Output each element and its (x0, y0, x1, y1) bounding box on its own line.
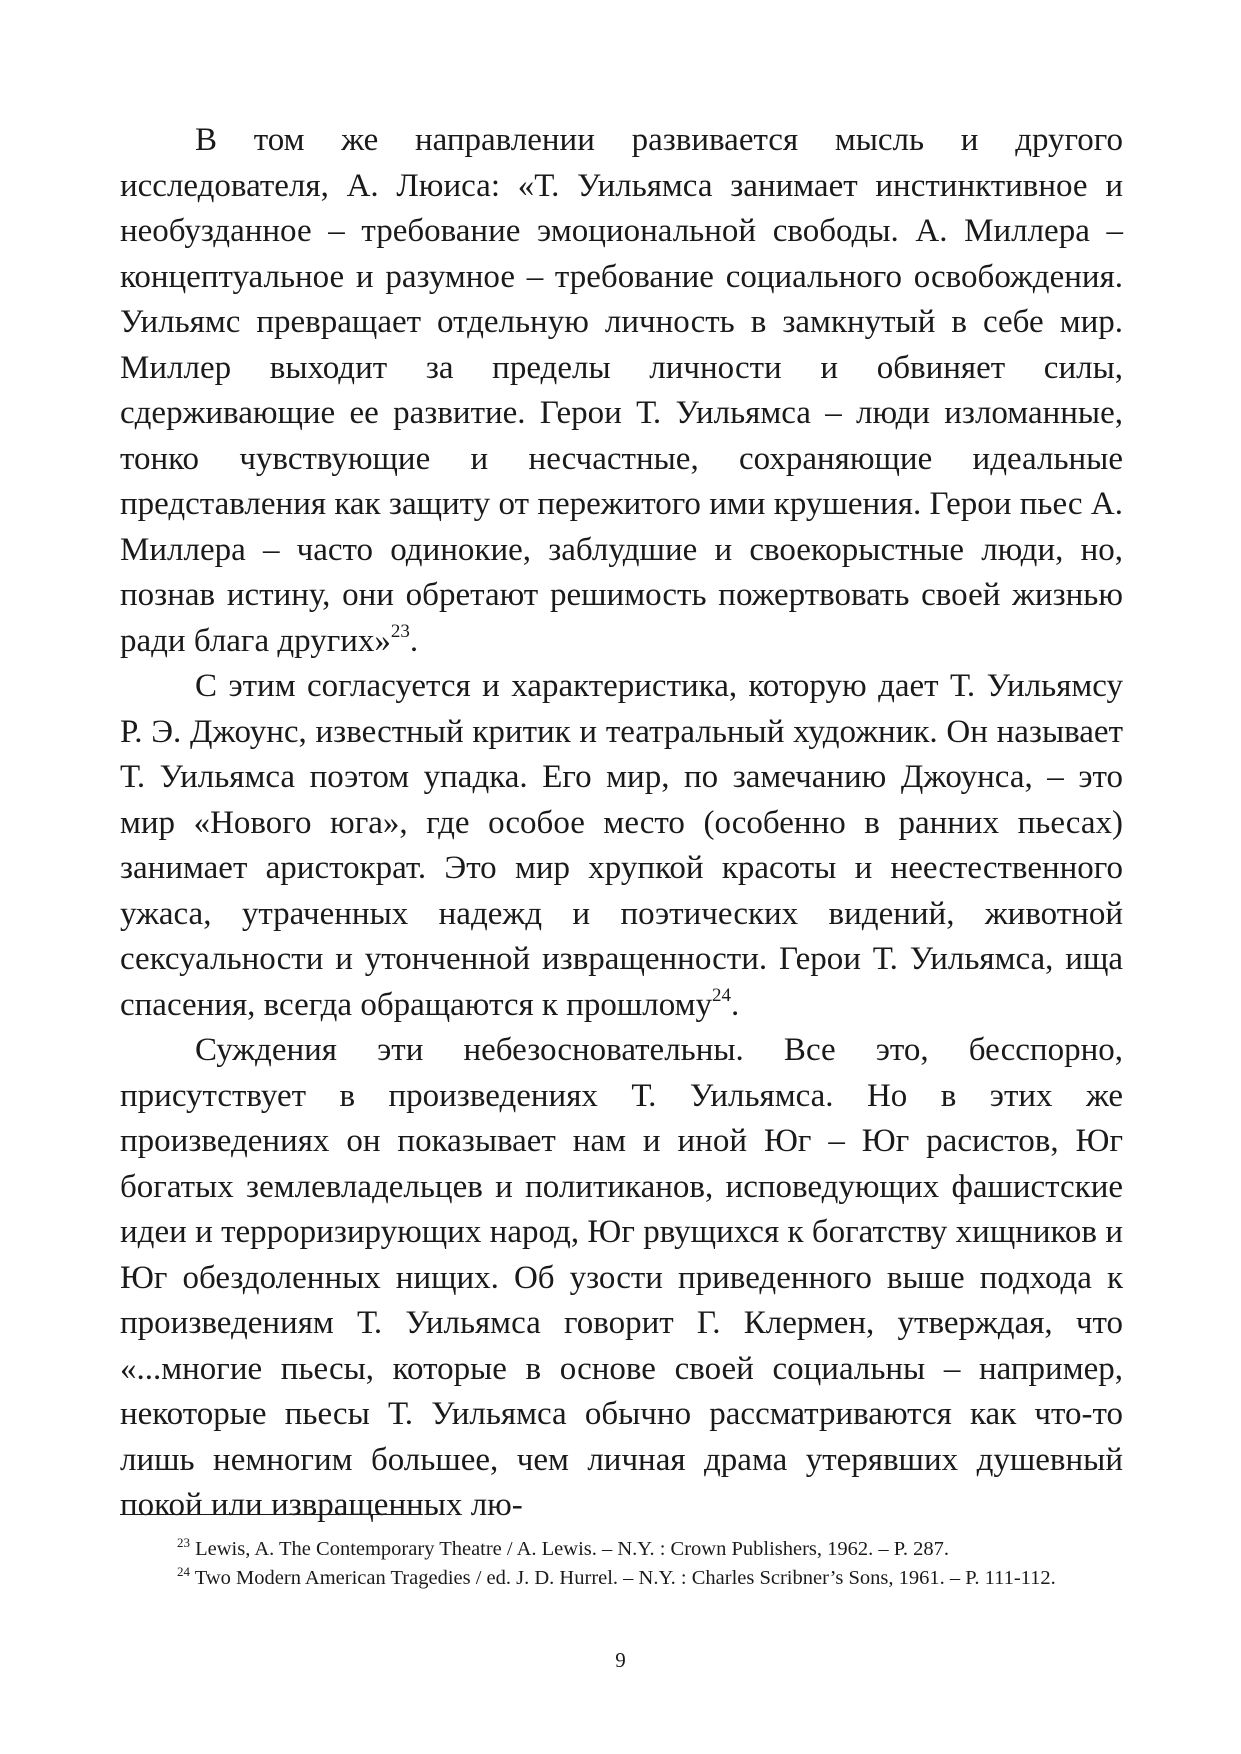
footnote-separator (120, 1514, 420, 1515)
footnote-mark: 24 (177, 1564, 190, 1579)
footnote-24 (120, 1565, 1123, 1592)
paragraph-1 (120, 118, 1123, 664)
page-number: 9 (615, 1648, 626, 1672)
footnotes (120, 1536, 1123, 1594)
main-text (120, 118, 1123, 1529)
paragraph-1-text: В том же направлении развивается мысль и другого исследователя, А. Люиса: «Т. Уильямса занимает инстинктивное и необузданное – требование эмоциональной свободы. А. Миллера – концептуальное и разумное – требование социального освобождения. Уильямс превращает отдельную личность в замкнутый в себе мир. Миллер выходит за пределы личности и обвиняет силы, сдерживающие ее развитие. Герои Т. Уильямса – люди изломанные, тонко чувствующие и несчастные, сохраняющие идеальные представления как защиту от пережитого ими крушения. Герои пьес А. Миллера – часто одинокие, заблудшие и своекорыстные люди, но, познав истину, они обретают решимость пожертвовать своей жизнью ради блага других» (120, 122, 1123, 659)
footnote-mark: 23 (177, 1535, 190, 1550)
paragraph-2-text: С этим согласуется и характеристика, которую дает Т. Уильямсу Р. Э. Джоунс, известный критик и театральный художник. Он называет Т. Уильямса поэтом упадка. Его мир, по замечанию Джоунса, – это мир «Нового юга», где особое место (особенно в ранних пьесах) занимает аристократ. Это мир хрупкой красоты и неестественного ужаса, утраченных надежд и поэтических видений, животной сексуальности и утонченной извращенности. Герои Т. Уильямса, ища спасения, всегда обращаются к прошлому (120, 668, 1123, 1023)
paragraph-1-end: . (409, 622, 419, 659)
paragraph-2 (120, 664, 1123, 1028)
paragraph-3 (120, 1028, 1123, 1529)
paragraph-3-text: Суждения эти небезосновательны. Все это, бесспорно, присутствует в произведениях Т. Уильямса. Но в этих же произведениях он показывает нам и иной Юг – Юг расистов, Юг богатых землевладельцев и политиканов, исповедующих фашистские идеи и терроризирующих народ, Юг рвущихся к богатству хищников и Юг обездоленных нищих. Об узости приведенного выше подхода к произведениям Т. Уильямса говорит Г. Клермен, утверждая, что «...многие пьесы, которые в основе своей социальны – например, некоторые пьесы Т. Уильямса обычно рассматриваются как что-то лишь немногим большее, чем личная драма утерявших душевный покой или извращенных лю- (120, 1032, 1123, 1523)
footnote-ref-23[interactable]: 23 (390, 620, 410, 642)
footnote-ref-24[interactable]: 24 (712, 984, 732, 1006)
paragraph-2-end: . (731, 986, 740, 1023)
footnote-text: Two Modern American Tragedies / ed. J. D. Hurrel. – N.Y. : Charles Scribner’s Sons, 1961. – P. 111-112. (194, 1567, 1056, 1589)
footnote-23 (120, 1536, 1123, 1563)
footnote-text: Lewis, A. The Contemporary Theatre / A. Lewis. – N.Y. : Crown Publishers, 1962. – P. 287. (195, 1538, 950, 1560)
